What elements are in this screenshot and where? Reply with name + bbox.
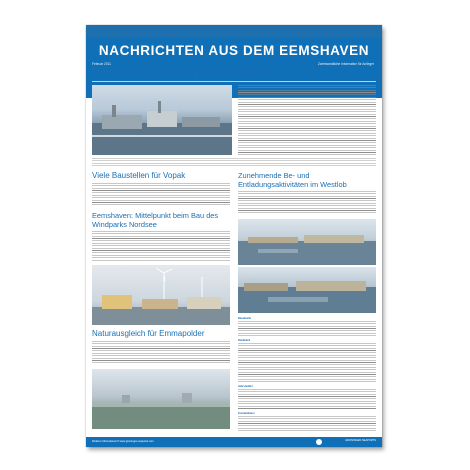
lead-body-text: [238, 85, 376, 155]
footer-logo-text: GRONINGEN SEAPORTS: [345, 439, 376, 442]
intro-banner: [86, 25, 382, 38]
bautabelle-text: [238, 321, 376, 337]
vopak-headline: Viele Baustellen für Vopak: [92, 171, 186, 180]
lead-headline: Rasanter Zuwachs des Eemshavens: [92, 67, 272, 79]
aerial-photo-bottom: [238, 267, 376, 313]
seaports-logo-icon: [316, 439, 322, 445]
issue-date: Februar 2011: [92, 62, 111, 66]
windpark-photo: [92, 265, 230, 325]
aerial-photo-top: [238, 219, 376, 265]
jahrstadtler-text: [238, 389, 376, 409]
kontaktdaten-text: [238, 416, 376, 432]
zunehmende-body-text: [238, 191, 376, 215]
label-rueckblick: Rückblick: [238, 339, 251, 342]
newsletter-sheet: [86, 25, 382, 447]
naturausgleich-body-text: [92, 341, 230, 365]
label-bautabelle: Bautabelle: [238, 317, 252, 320]
lead-caption: [92, 158, 376, 166]
naturausgleich-headline: Naturausgleich für Emmapolder: [92, 329, 205, 338]
footer: [86, 437, 382, 447]
lead-photo: [92, 85, 232, 155]
emmapolder-photo: [92, 369, 230, 429]
windpark-headline: Eemshaven: Mittelpunkt beim Bau des Windparks Nordsee: [92, 211, 219, 229]
masthead-subtitle: Zweimonatliche Information für Anlieger: [318, 62, 374, 66]
footer-website: Weitere Informationen? www.groningen-seaports.com: [92, 440, 154, 443]
label-kontaktdaten: Kontaktdaten: [238, 412, 255, 415]
zunehmende-headline: Zunehmende Be- und Entladungsaktivitäten im Westlob: [238, 171, 347, 189]
rueckblick-text: [238, 343, 376, 383]
windpark-body-text: [92, 231, 230, 261]
label-jahrstadtler: Jahrstadtler: [238, 385, 253, 388]
vopak-body-text: [92, 183, 230, 207]
masthead-title: NACHRICHTEN AUS DEM EEMSHAVEN: [98, 43, 370, 58]
divider: [92, 81, 376, 82]
